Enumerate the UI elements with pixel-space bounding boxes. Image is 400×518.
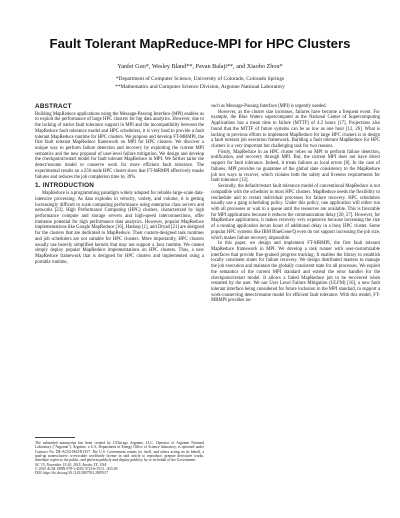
doi-info: DOI: http://dx.doi.org/10.1145/2807591.2807617 xyxy=(35,471,109,476)
right-paragraph-1: such as Message-Passing Interface (MPI) is urgently needed. xyxy=(211,104,327,109)
author-list: Yanfei Guo*, Wesley Bland**, Pavan Balaji**, and Xiaobo Zhou* xyxy=(117,63,283,70)
right-paragraph-3: Firstly, MapReduce in an HPC cluster relies on MPI to perform failure detection, notification, and recovery through MPI. But, the current MPI does not have direct support for fault tolerance. Indeed, it treats failures as local errors [8]. In the case of failures, MPI provides no guarantee of the global state consistency to the MapReduce job nor ways to recover, which violates both the safety and liveness requirements for fault tolerance [12]. xyxy=(211,149,380,184)
affiliation-2: **Mathematics and Computer Science Division, Argonne National Laboratory xyxy=(115,84,285,90)
isbn-info: © 2015 ACM. ISBN 978-1-4503-3723-6/15/11...$15.00 xyxy=(35,467,118,472)
right-paragraph-5: In this paper, we design and implement FT-MRMPI, the first fault tolerant MapReduce framework in MPI. We develop a task runner with user-customizable interfaces that provide fine-grained progress tracking. It enables the library to establish locally consistent states for failure recovery. We design distributed masters to manage the job execution and maintain the globally consistent state for all processes. We exploit the semantics of the current MPI standard and extend the error handler for the checkpoint/restart model. It allows a failed MapReduce job to be recovered when restarted by the user. We use User Level Failure Mitigation (ULFM) [10], a new fault tolerant interface being considered for future inclusion in the MPI standard, to support a work-conserving detect/resume model for efficient fault tolerance. With this model, FT-MRMPI provides au- xyxy=(211,241,380,304)
footnote-divider xyxy=(35,437,75,438)
copyright-footnote xyxy=(35,441,204,476)
right-paragraph-2: However, as the cluster size increases, failures have become a frequent event. For example, the Blue Waters supercomputer at the National Center of Supercomputing Applications has a mean time to failure (MTTF) of 4.2 hours [17]. Projections also found that the MTTF of future systems can be as low as one hour [12, 26]. What is lacking in previous efforts to implement MapReduce for large HPC clusters is to design a fault tolerant job execution framework. Building a fault tolerant MapReduce for HPC clusters is a very important but challenging task for two reasons. xyxy=(211,109,380,150)
paper-title: Fault Tolerant MapReduce-MPI for HPC Clusters xyxy=(49,36,351,51)
copyright-text: The submitted manuscript has been created by UChicago Argonne, LLC, Operator of Argonne National Laboratory ("Argonne"). Argonne, a U.S. Department of Energy Office of Science laboratory, is operated under Contract No. DE-AC02-06CH11357. The U.S. Government retains for itself, and others acting on its behalf, a paid-up nonexclusive, irrevocable worldwide license in said article to reproduce, prepare derivative works, distribute copies to the public, and perform publicly and display publicly, by or on behalf of the Government. xyxy=(35,441,204,463)
abstract-text: Building MapReduce applications using the Message-Passing Interface (MPI) enables us to exploit the performance of large HPC clusters for big data analytics. However, due to the lacking of native fault tolerance support in MPI and the incompatibility between the MapReduce fault tolerance model and HPC schedulers, it is very hard to provide a fault tolerant MapReduce runtime for HPC clusters. We propose and develop FT-MRMPI, the first fault tolerant MapReduce framework on MPI for HPC clusters. We discover a unique way to perform failure detection and recovery by exploiting the current MPI semantics and the new proposal of user-level failure mitigation. We design and develop the checkpoint/restart model for fault tolerant MapReduce in MPI. We further tailor the detect/resume model to conserve work for more efficient fault tolerance. The experimental results on a 256-node HPC cluster show that FT-MRMPI effectively masks failures and reduces the job completion time by 39%. xyxy=(35,111,204,180)
right-column xyxy=(211,104,380,304)
introduction-text: MapReduce is a programming paradigm widely adopted for reliable large-scale data-intensive processing. As data explodes in velocity, variety, and volume, it is getting increasingly difficult to scale computing performance using enterprise class servers and networks [23]. High Performance Computing (HPC) clusters, characterized by high performance compute and storage servers and high-speed interconnections, offer immense potential for high performance data analytics. However, popular MapReduce implementations like Google MapReduce [16], Hadoop [1], and Dryad [21] are designed for the clusters that are dedicated to MapReduce. Their custom-designed task runtimes and job schedulers are not suitable for HPC clusters. More importantly, HPC clusters usually use heavily simplified kernels that may not support a Java runtime. We cannot simply deploy popular MapReduce implementations on HPC clusters. Thus, a new MapReduce framework that is designed for HPC clusters and implemented using a portable runtime, xyxy=(35,191,204,265)
conference-info: SC '15, November 15-20, 2015, Austin, TX, USA xyxy=(35,462,107,467)
affiliation-1: *Department of Computer Science, University of Colorado, Colorado Springs xyxy=(115,76,285,82)
left-column xyxy=(35,104,204,265)
right-paragraph-4: Secondly, the default/restart fault tolerance model of conventional MapReduce is not compatible with the scheduler in most HPC clusters. MapReduce needs the flexibility to reschedule and to restart individual processes for failure recovery. HPC schedulers usually use a gang scheduling policy. Under this policy, one application will either run with all processes or wait in a queue until the resources are available. This is favorable for MPI applications because it reduces the communication delay [20, 27]. However, for MapReduce applications, it makes recovery very expensive because increasing the size of a running application incurs hours of additional delay in a busy HPC cluster. Some popular HPC systems like IBM BlueGene/Q even do not support increasing the job size, which makes failure recovery impossible. xyxy=(211,184,380,241)
abstract-heading: ABSTRACT xyxy=(35,103,72,110)
introduction-heading: 1. INTRODUCTION xyxy=(35,182,95,190)
